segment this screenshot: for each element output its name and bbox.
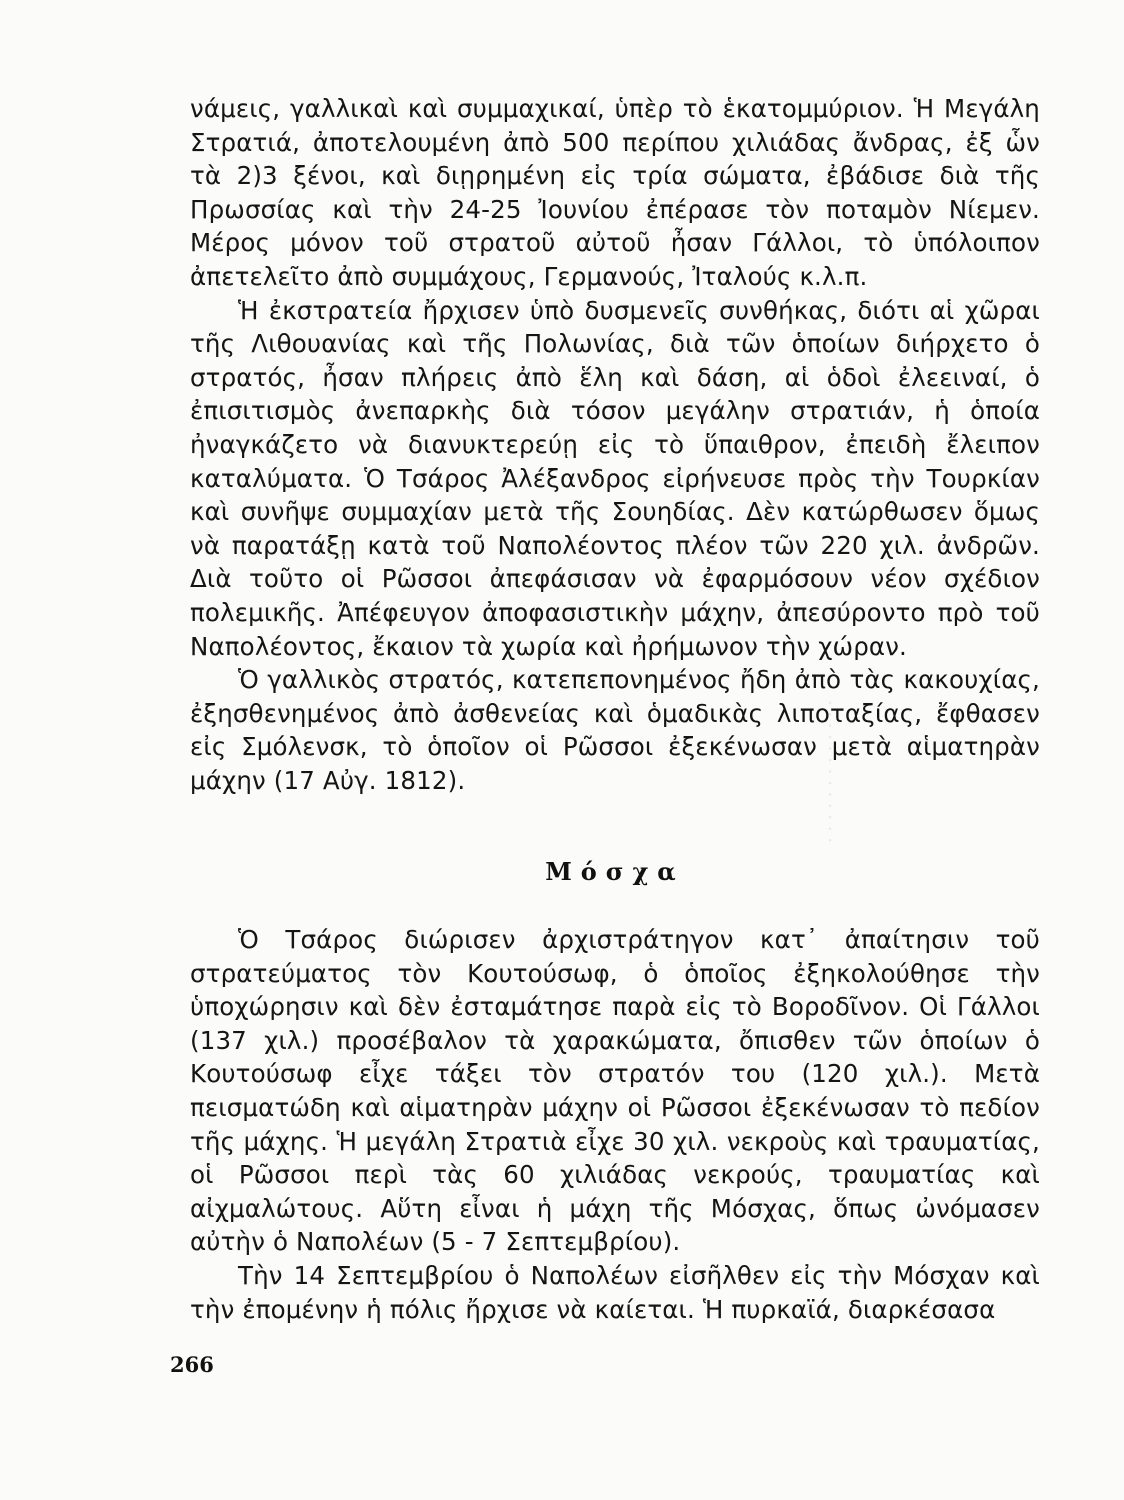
page-body: [190, 92, 1040, 1326]
paragraph-campaign: Ἡ ἐκστρατεία ἤρχισεν ὑπὸ δυσμενεῖς συνθήκας, διότι αἱ χῶραι τῆς Λιθουανίας καὶ τῆς Πολωνίας, διὰ τῶν ὁποίων διήρχετο ὁ στρατός, ἦσαν πλήρεις ἀπὸ ἕλη καὶ δάση, αἱ ὁδοὶ ἐλεειναί, ὁ ἐπισιτισμὸς ἀνεπαρκὴς διὰ τόσον μεγάλην στρατιάν, ἡ ὁποία ἠναγκάζετο νὰ διανυκτερεύῃ εἰς τὸ ὕπαιθρον, ἐπειδὴ ἔλειπον καταλύματα. Ὁ Τσάρος Ἀλέξανδρος εἰρήνευσε πρὸς τὴν Τουρκίαν καὶ συνῆψε συμμαχίαν μετὰ τῆς Σουηδίας. Δὲν κατώρθωσεν ὅμως νὰ παρατάξῃ κατὰ τοῦ Ναπολέοντος πλέον τῶν 220 χιλ. ἀνδρῶν. Διὰ τοῦτο οἱ Ρῶσσοι ἀπεφάσισαν νὰ ἐφαρμόσουν νέον σχέδιον πολεμικῆς. Ἀπέφευγον ἀποφασιστικὴν μάχην, ἀπεσύροντο πρὸ τοῦ Ναπολέοντος, ἔκαιον τὰ χωρία καὶ ἠρήμωνον τὴν χώραν.: [190, 295, 1040, 661]
page-number: 266: [170, 1352, 214, 1377]
paragraph-continuation: νάμεις, γαλλικαὶ καὶ συμμαχικαί, ὑπὲρ τὸ ἑκατομμύριον. Ἡ Μεγάλη Στρατιά, ἀποτελουμένη ἀπὸ 500 περίπου χιλιάδας ἄνδρας, ἐξ ὧν τὰ 2)3 ξένοι, καὶ διῃρημένη εἰς τρία σώματα, ἐβάδισε διὰ τῆς Πρωσσίας καὶ τὴν 24-25 Ἰουνίου ἐπέρασε τὸν ποταμὸν Νίεμεν. Μέρος μόνον τοῦ στρατοῦ αὐτοῦ ἦσαν Γάλλοι, τὸ ὑπόλοιπον ἀπετελεῖτο ἀπὸ συμμάχους, Γερμανούς, Ἰταλούς κ.λ.π.: [190, 94, 1040, 291]
section-heading: Μόσχα: [545, 857, 685, 887]
paragraph-borodino: Ὁ Τσάρος διώρισεν ἀρχιστράτηγον κατ᾽ ἀπαίτησιν τοῦ στρατεύματος τὸν Κουτούσωφ, ὁ ὁποῖος ἐξηκολούθησε τὴν ὑποχώρησιν καὶ δὲν ἐσταμάτησε παρὰ εἰς τὸ Βοροδῖνον. Οἱ Γάλλοι (137 χιλ.) προσέβαλον τὰ χαρακώματα, ὄπισθεν τῶν ὁποίων ὁ Κουτούσωφ εἶχε τάξει τὸν στρατόν του (120 χιλ.). Μετὰ πεισματώδη καὶ αἱματηρὰν μάχην οἱ Ρῶσσοι ἐξεκένωσαν τὸ πεδίον τῆς μάχης. Ἡ μεγάλη Στρατιὰ εἶχε 30 χιλ. νεκροὺς καὶ τραυματίας, οἱ Ρῶσσοι περὶ τὰς 60 χιλιάδας νεκρούς, τραυματίας καὶ αἰχμαλώτους. Αὕτη εἶναι ἡ μάχη τῆς Μόσχας, ὅπως ὠνόμασεν αὐτὴν ὁ Ναπολέων (5 - 7 Σεπτεμβρίου).: [190, 925, 1040, 1257]
show-through-text: · · · · · · · · · · · · ·: [819, 700, 840, 844]
paragraph-smolensk: Ὁ γαλλικὸς στρατός, κατεπεπονημένος ἤδη ἀπὸ τὰς κακουχίας, ἐξησθενημένος ἀπὸ ἀσθενείας καὶ ὁμαδικὰς λιποταξίας, ἔφθασεν εἰς Σμόλενσκ, τὸ ὁποῖον οἱ Ρῶσσοι ἐξεκένωσαν μετὰ αἱματηρὰν μάχην (17 Αὐγ. 1812).: [190, 665, 1040, 795]
paragraph-moscow-entry: Τὴν 14 Σεπτεμβρίου ὁ Ναπολέων εἰσῆλθεν εἰς τὴν Μόσχαν καὶ τὴν ἐπομένην ἡ πόλις ἤρχισε νὰ καίεται. Ἡ πυρκαϊά, διαρκέσασα: [190, 1261, 1040, 1324]
